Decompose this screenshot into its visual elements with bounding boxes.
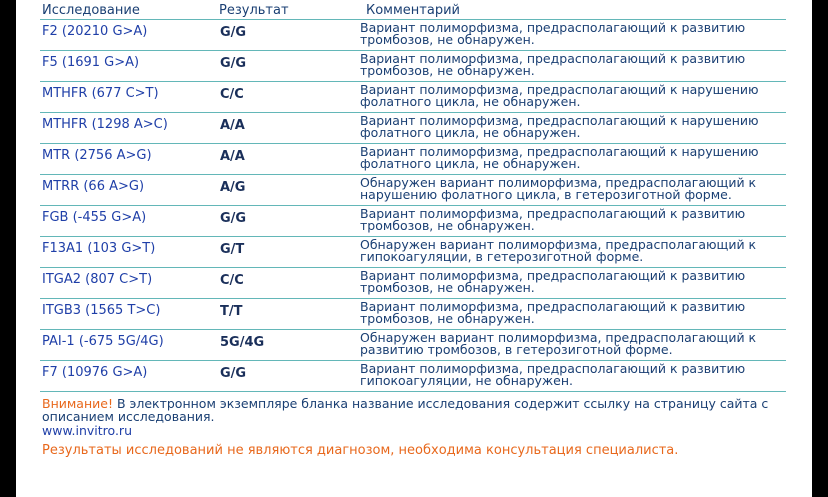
- genotype-result: A/A: [220, 118, 245, 133]
- genotype-result: G/G: [220, 56, 247, 71]
- result-comment: Вариант полиморфизма, предрасполагающий к развитию гипокоагуляции, не обнаружен.: [360, 361, 746, 389]
- study-name-link[interactable]: F13A1 (103 G>T): [42, 241, 156, 256]
- notice: [42, 398, 802, 423]
- header-result: Результат: [219, 3, 289, 18]
- result-comment: Вариант полиморфизма, предрасполагающий к нарушению фолатного цикла, не обнаружен.: [360, 144, 759, 172]
- result-comment: Вариант полиморфизма, предрасполагающий к развитию тромбозов, не обнаружен.: [360, 51, 746, 79]
- genotype-result: G/G: [220, 211, 247, 226]
- result-comment: Вариант полиморфизма, предрасполагающий к развитию тромбозов, не обнаружен.: [360, 20, 746, 48]
- notice-label: Внимание!: [42, 396, 113, 411]
- table-row: [40, 330, 786, 361]
- genotype-result: G/G: [220, 366, 247, 381]
- genotype-result: C/C: [220, 87, 244, 102]
- result-comment: Обнаружен вариант полиморфизма, предрасполагающий к нарушению фолатного цикла, в гетерозиготной форме.: [360, 175, 757, 203]
- study-name-link[interactable]: F7 (10976 G>A): [42, 365, 148, 380]
- header-comment: Комментарий: [366, 3, 460, 18]
- study-name-link[interactable]: F5 (1691 G>A): [42, 55, 140, 70]
- genotype-result: C/C: [220, 273, 244, 288]
- study-name-link[interactable]: ITGB3 (1565 T>C): [42, 303, 161, 318]
- table-row: [40, 268, 786, 299]
- study-name-link[interactable]: PAI-1 (-675 5G/4G): [42, 334, 164, 349]
- lab-report-page: [16, 0, 812, 497]
- study-name-link[interactable]: MTHFR (1298 A>C): [42, 117, 168, 132]
- table-row: [40, 299, 786, 330]
- table-header: [16, 0, 812, 19]
- site-link[interactable]: www.invitro.ru: [42, 423, 132, 438]
- row-divider: [40, 391, 786, 392]
- disclaimer: Результаты исследований не являются диагнозом, необходима консультация специалиста.: [42, 443, 679, 458]
- table-row: [40, 361, 786, 392]
- study-name-link[interactable]: MTHFR (677 C>T): [42, 86, 159, 101]
- header-study: Исследование: [42, 3, 140, 18]
- genotype-result: 5G/4G: [220, 335, 265, 350]
- study-name-link[interactable]: FGB (-455 G>A): [42, 210, 147, 225]
- genotype-result: A/G: [220, 180, 246, 195]
- genotype-result: G/G: [220, 25, 247, 40]
- table-row: [40, 144, 786, 175]
- study-name-link[interactable]: F2 (20210 G>A): [42, 24, 148, 39]
- result-comment: Вариант полиморфизма, предрасполагающий к нарушению фолатного цикла, не обнаружен.: [360, 82, 759, 110]
- table-row: [40, 237, 786, 268]
- genotype-result: A/A: [220, 149, 245, 164]
- table-row: [40, 82, 786, 113]
- genotype-result: T/T: [220, 304, 243, 319]
- result-comment: Обнаружен вариант полиморфизма, предрасполагающий к развитию тромбозов, в гетерозиготной форме.: [360, 330, 757, 358]
- genotype-result: G/T: [220, 242, 245, 257]
- study-name-link[interactable]: ITGA2 (807 C>T): [42, 272, 153, 287]
- table-row: [40, 20, 786, 51]
- table-row: [40, 175, 786, 206]
- result-comment: Вариант полиморфизма, предрасполагающий к нарушению фолатного цикла, не обнаружен.: [360, 113, 759, 141]
- result-comment: Вариант полиморфизма, предрасполагающий к развитию тромбозов, не обнаружен.: [360, 299, 746, 327]
- result-comment: Вариант полиморфизма, предрасполагающий к развитию тромбозов, не обнаружен.: [360, 206, 746, 234]
- notice-text: В электронном экземпляре бланка название исследования содержит ссылку на страницу сайта с описанием исследования.: [42, 396, 769, 424]
- table-row: [40, 206, 786, 237]
- result-comment: Обнаружен вариант полиморфизма, предрасполагающий к гипокоагуляции, в гетерозиготной форме.: [360, 237, 757, 265]
- study-name-link[interactable]: MTRR (66 A>G): [42, 179, 145, 194]
- result-comment: Вариант полиморфизма, предрасполагающий к развитию тромбозов, не обнаружен.: [360, 268, 746, 296]
- table-row: [40, 113, 786, 144]
- table-row: [40, 51, 786, 82]
- study-name-link[interactable]: MTR (2756 A>G): [42, 148, 152, 163]
